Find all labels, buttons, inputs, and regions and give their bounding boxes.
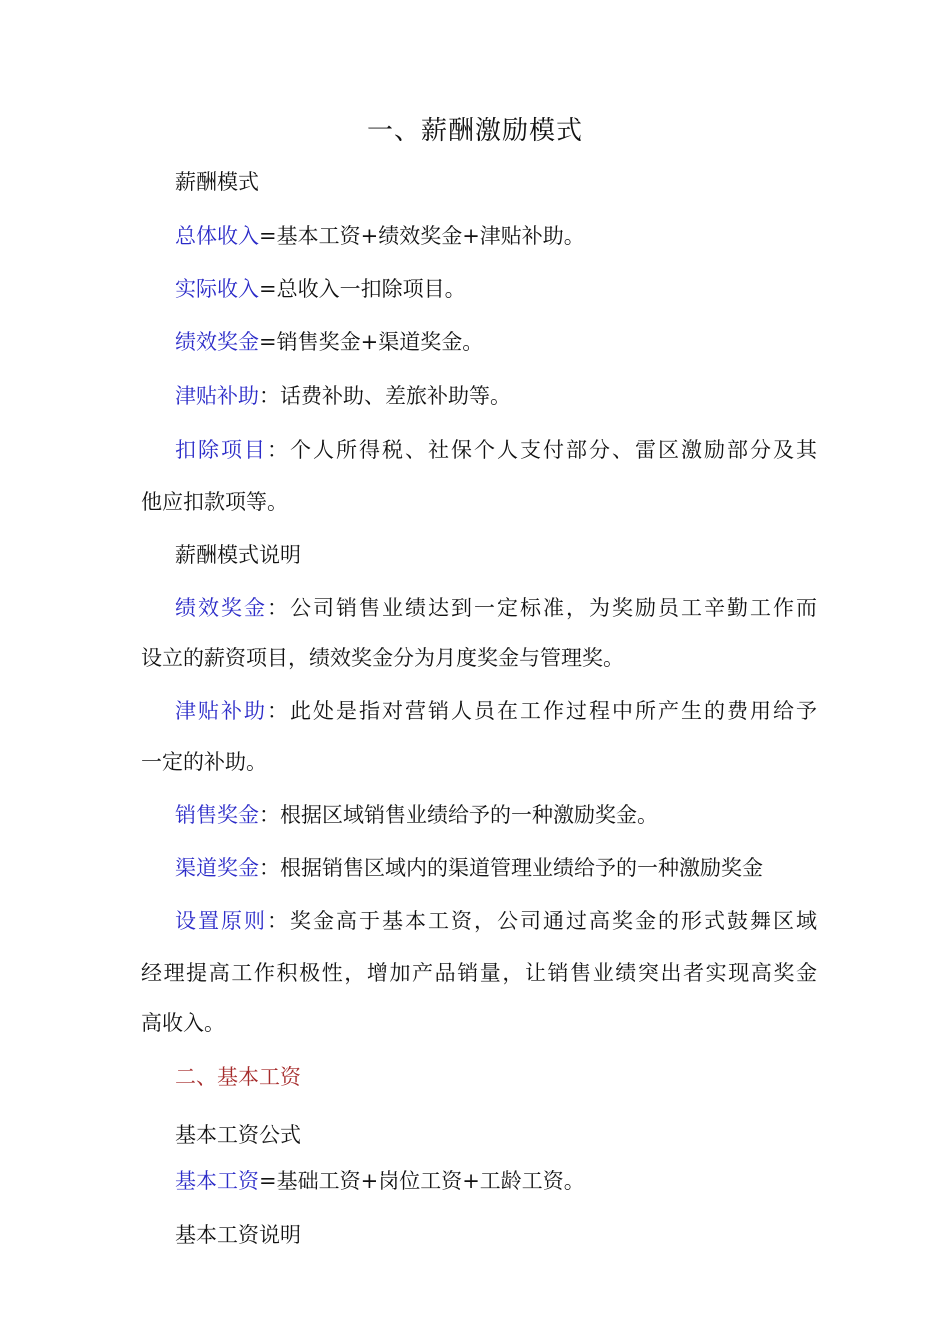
term-deduction: 扣除项目	[175, 438, 267, 462]
allowance-explain-line-1	[175, 696, 817, 726]
heading-base-salary-explain: 基本工资说明	[175, 1223, 301, 1247]
term-base-salary: 基本工资	[175, 1169, 259, 1193]
formula-performance-bonus-text: =销售奖金+渠道奖金。	[259, 330, 484, 354]
deduction-text-1: ：个人所得税、社保个人支付部分、雷区激励部分及其	[267, 438, 817, 462]
heading-salary-model: 薪酬模式	[175, 170, 259, 194]
allowance-line	[175, 381, 511, 411]
formula-base-salary-text: =基础工资+岗位工资+工龄工资。	[259, 1169, 585, 1193]
channel-bonus-line	[175, 853, 763, 883]
principle-line-1	[175, 906, 817, 936]
term-sales-bonus: 销售奖金	[175, 803, 259, 827]
principle-line-3: 高收入。	[141, 1011, 225, 1035]
formula-actual-income-text: =总收入一扣除项目。	[259, 277, 466, 301]
performance-explain-text-1: ：公司销售业绩达到一定标准，为奖励员工辛勤工作而	[267, 596, 817, 620]
allowance-explain-line-2: 一定的补助。	[141, 750, 267, 774]
term-performance-bonus: 绩效奖金	[175, 330, 259, 354]
formula-base-salary	[175, 1166, 585, 1196]
term-actual-income: 实际收入	[175, 277, 259, 301]
formula-total-income-text: =基本工资+绩效奖金+津贴补助。	[259, 224, 585, 248]
allowance-text: ：话费补助、差旅补助等。	[259, 384, 511, 408]
term-performance-explain: 绩效奖金	[175, 596, 267, 620]
deduction-line-1	[175, 435, 817, 465]
formula-actual-income	[175, 274, 466, 304]
formula-total-income	[175, 221, 585, 251]
principle-line-2: 经理提高工作积极性，增加产品销量，让销售业绩突出者实现高奖金	[141, 961, 817, 985]
term-allowance: 津贴补助	[175, 384, 259, 408]
deduction-line-2: 他应扣款项等。	[141, 490, 288, 514]
sales-bonus-line	[175, 800, 658, 830]
term-allowance-explain: 津贴补助	[175, 699, 267, 723]
section-2-heading: 二、基本工资	[175, 1065, 301, 1089]
heading-base-salary-formula: 基本工资公式	[175, 1123, 301, 1147]
principle-text-1: ：奖金高于基本工资，公司通过高奖金的形式鼓舞区域	[267, 909, 817, 933]
performance-explain-line-2: 设立的薪资项目，绩效奖金分为月度奖金与管理奖。	[141, 646, 624, 670]
term-channel-bonus: 渠道奖金	[175, 856, 259, 880]
term-principle: 设置原则	[175, 909, 267, 933]
formula-performance-bonus	[175, 327, 483, 357]
channel-bonus-text: ：根据销售区域内的渠道管理业绩给予的一种激励奖金	[259, 856, 763, 880]
allowance-explain-text-1: ：此处是指对营销人员在工作过程中所产生的费用给予	[267, 699, 817, 723]
heading-salary-explain: 薪酬模式说明	[175, 543, 301, 567]
performance-explain-line-1	[175, 593, 817, 623]
term-total-income: 总体收入	[175, 224, 259, 248]
page-title: 一、薪酬激励模式	[366, 116, 583, 146]
sales-bonus-text: ：根据区域销售业绩给予的一种激励奖金。	[259, 803, 658, 827]
